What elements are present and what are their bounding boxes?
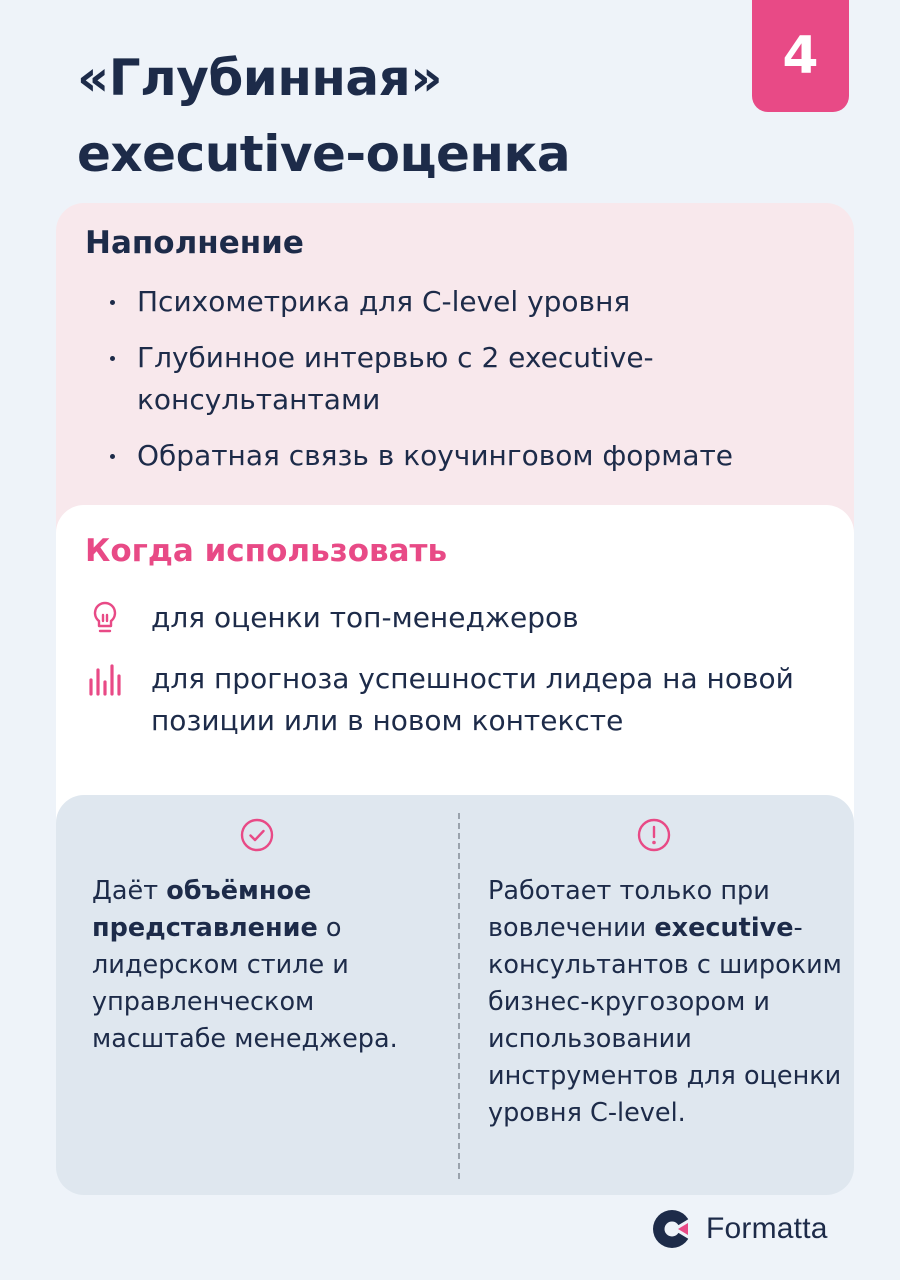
- title-line-2: executive-оценка: [77, 125, 571, 183]
- list-item: Психометрика для C-level уровня: [108, 281, 838, 323]
- when-item-forecast: [86, 658, 811, 742]
- bar-chart-icon: [86, 660, 124, 698]
- page-number: 4: [782, 26, 819, 86]
- title-line-1: «Глубинная»: [77, 49, 443, 107]
- when-to-use-card: [56, 505, 854, 825]
- when-heading: Когда использовать: [85, 533, 448, 569]
- content-list: [108, 281, 838, 491]
- pros-bold: объёмное представление: [92, 876, 318, 943]
- cons-bold: executive: [654, 913, 794, 943]
- page-title: [77, 40, 737, 192]
- brand-name: Formatta: [706, 1212, 828, 1245]
- when-item-top-managers: [86, 597, 841, 639]
- lightbulb-icon: [86, 599, 124, 637]
- formatta-logo-icon: [652, 1209, 692, 1249]
- exclamation-circle-icon: [636, 817, 672, 853]
- cons-text: Работает только при вовлечении executive-консультантов с широким бизнес-кругозором и использовании инструментов для оценки уровня C-level.: [488, 876, 842, 1128]
- list-item: Обратная связь в коучинговом формате: [108, 435, 838, 477]
- divider: [458, 813, 460, 1179]
- content-heading: Наполнение: [85, 225, 304, 261]
- pros-text: Даёт объёмное представление о лидерском стиле и управленческом масштабе менеджера.: [92, 876, 398, 1054]
- content-card: [56, 203, 854, 543]
- page-number-badge: [752, 0, 849, 112]
- check-circle-icon: [239, 817, 275, 853]
- when-item-label: для прогноза успешности лидера на новой позиции или в новом контексте: [151, 662, 794, 737]
- list-item: Глубинное интервью с 2 executive-консультантами: [108, 337, 708, 421]
- brand-logo: [652, 1209, 828, 1249]
- when-item-label: для оценки топ-менеджеров: [151, 601, 579, 634]
- pros-cons-card: [56, 795, 854, 1195]
